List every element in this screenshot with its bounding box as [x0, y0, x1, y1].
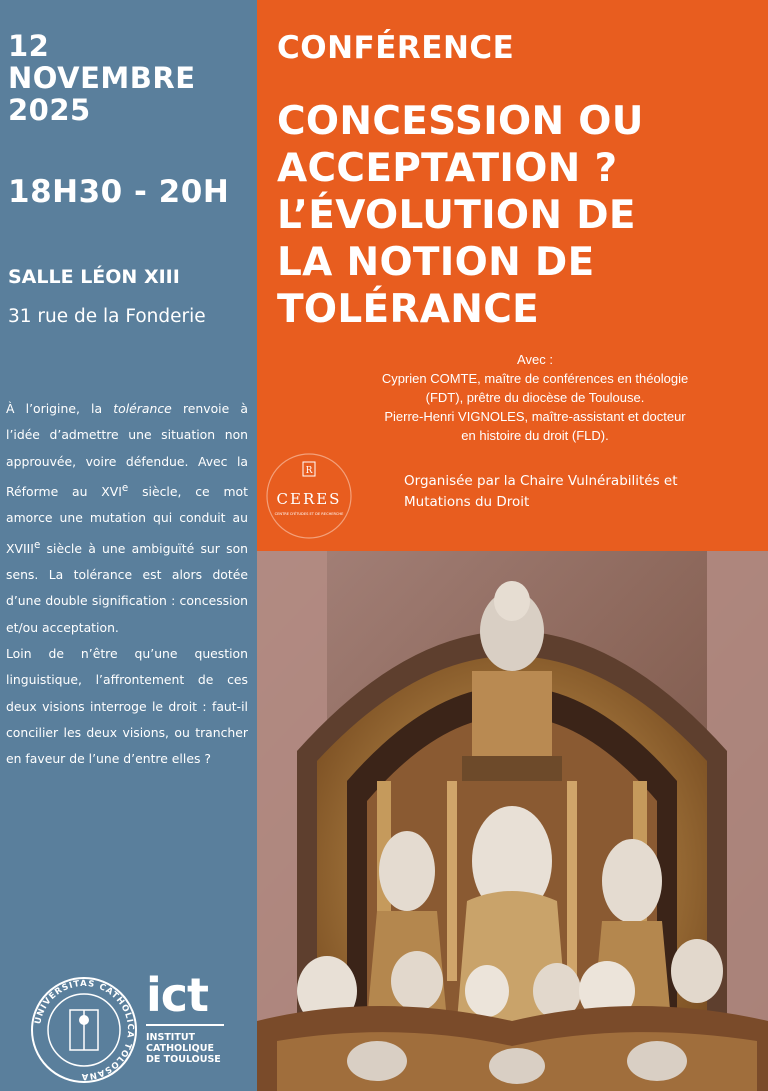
ict-logo-word: ict — [146, 968, 209, 1022]
speaker-line: Pierre-Henri VIGNOLES, maître-assistant et docteur — [384, 409, 686, 424]
speakers-intro: Avec : — [517, 352, 553, 367]
event-address: 31 rue de la Fonderie — [8, 306, 206, 327]
ceres-logo — [265, 452, 353, 540]
ict-logo-rule — [146, 1024, 224, 1026]
description-paragraph-2: Loin de n’être qu’une question linguistique, l’affrontement de ces deux visions interroge le droit : faut-il concilier les deux visions, ou trancher en faveur de l’une d’entre elles ? — [6, 645, 248, 767]
conference-label: CONFÉRENCE — [277, 30, 515, 66]
speakers-block — [315, 350, 755, 445]
svg-text:CENTRE D'ÉTUDES ET DE RECHERCH: CENTRE D'ÉTUDES ET DE RECHERCHE — [274, 512, 344, 516]
speaker-line: en histoire du droit (FLD). — [461, 428, 609, 443]
event-time: 18H30 - 20H — [8, 174, 230, 210]
speaker-line: (FDT), prêtre du diocèse de Toulouse. — [425, 390, 645, 405]
event-description — [6, 396, 248, 772]
ict-logo-name: INSTITUT CATHOLIQUE DE TOULOUSE — [146, 1032, 221, 1065]
organizer-block: Organisée par la Chaire Vulnérabilités et Mutations du Droit — [404, 473, 678, 510]
svg-text:R: R — [305, 466, 313, 476]
date-year: 2025 — [8, 93, 91, 127]
term-tolerance: tolérance — [113, 401, 172, 416]
svg-text:UNIVERSITAS CATHOLICA TOLOSANA: UNIVERSITAS CATHOLICA TOLOSANA — [33, 978, 136, 1082]
date-month: NOVEMBRE — [8, 61, 196, 95]
university-seal-logo — [30, 976, 138, 1084]
altarpiece-artwork — [257, 551, 768, 1091]
event-date — [8, 30, 196, 126]
date-day: 12 — [8, 29, 50, 63]
description-paragraph-1: À l’origine, la tolérance renvoie à l’idée d’admettre une situation non approuvée, voire défendue. Avec la Réforme au XVIe siècle, ce mot amorce une mutation qui conduit au XVIIIe siècle à une ambiguïté sur son sens. La tolérance est alors dotée d’une double signification : concession et/ou acceptation. — [6, 401, 248, 635]
speaker-line: Cyprien COMTE, maître de conférences en théologie — [381, 371, 689, 386]
svg-text:CERES: CERES — [276, 490, 342, 508]
event-venue: SALLE LÉON XIII — [8, 266, 180, 288]
conference-title: CONCESSION OU ACCEPTATION ? L’ÉVOLUTION DE LA NOTION DE TOLÉRANCE — [277, 99, 644, 332]
